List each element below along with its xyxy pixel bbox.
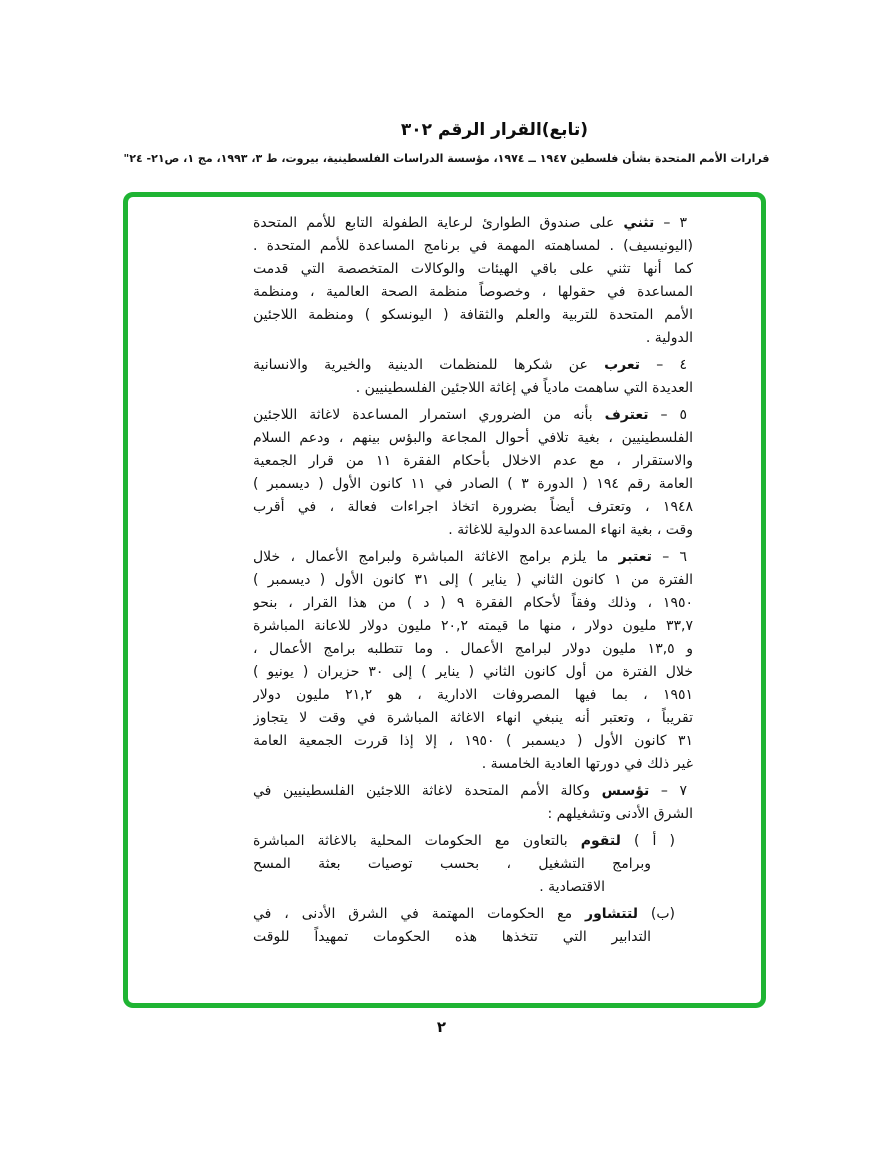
text-line: ٣١ كانون الأول ( ديسمبر ) ١٩٥٠ ، إلا إذا قررت الجمعية العامة <box>253 733 693 749</box>
lead-word: تعتبر <box>618 549 652 565</box>
text-line: الدولية . <box>645 330 693 346</box>
body-text <box>253 212 693 953</box>
item-marker: ( أ ) <box>633 833 676 849</box>
text-line <box>253 404 693 427</box>
lead-word: تعترف <box>604 407 649 423</box>
paragraph-7 <box>253 780 693 826</box>
text-line: ١٩٥١ ، بما فيها المصروفات الادارية ، هو ٢١,٢ مليون دولار <box>253 687 693 703</box>
line-text: وكالة الأمم المتحدة لاغاثة اللاجئين الفلسطينيين في <box>253 783 591 799</box>
line-text: على صندوق الطوارئ لرعاية الطفولة التابع للأمم المتحدة <box>253 215 615 231</box>
lead-word: لتتشاور <box>585 906 638 922</box>
text-line: وبرامج التشغيل ، بحسب توصيات بعثة المسح <box>253 856 651 872</box>
text-line: المساعدة في حقولها ، وخصوصاً منظمة الصحة العالمية ، ومنظمة <box>253 284 693 300</box>
lead-word: تعرب <box>604 357 640 373</box>
text-line: غير ذلك في دورتها العادية الخامسة . <box>481 756 693 772</box>
text-line: الفترة من ١ كانون الثاني ( يناير ) إلى ٣١ كانون الأول ( ديسمبر ) <box>253 572 693 588</box>
page-number: ٢ <box>436 1018 447 1036</box>
text-line: ٣٣,٧ مليون دولار ، منها ما قيمته ٢٠,٢ مليون دولار للاعانة المباشرة <box>253 618 693 634</box>
paragraph-number: ٣ – <box>663 215 688 231</box>
text-line: التدابير التي تتخذها هذه الحكومات تمهيداً للوقت <box>253 929 651 945</box>
text-line: كما أنها تثني على باقي الهيئات والوكالات المتخصصة التي قدمت <box>253 261 693 277</box>
line-text: مع الحكومات المهتمة في الشرق الأدنى ، في <box>253 906 573 922</box>
text-line <box>253 354 693 377</box>
text-line: وقت ، بغية انهاء المساعدة الدولية للاغاثة . <box>448 522 693 538</box>
paragraph-3 <box>253 212 693 350</box>
paragraph-number: ٤ – <box>656 357 687 373</box>
text-line: والاستقرار ، مع عدم الاخلال بأحكام الفقرة ١١ من قرار الجمعية <box>253 453 693 469</box>
text-line <box>253 212 693 235</box>
line-text: بأنه من الضروري استمرار المساعدة لاغاثة اللاجئين <box>253 407 593 423</box>
text-line: خلال الفترة من أول كانون الثاني ( يناير ) إلى ٣٠ حزيران ( يونيو ) <box>253 664 693 680</box>
paragraph-6 <box>253 546 693 776</box>
line-text: بالتعاون مع الحكومات المحلية بالاغاثة المباشرة <box>253 833 568 849</box>
text-line: العديدة التي ساهمت مادياً في إغاثة اللاجئين الفلسطينيين . <box>355 380 693 396</box>
text-line: الأمم المتحدة للتربية والعلم والثقافة ( اليونسكو ) ومنظمة اللاجئين <box>253 307 693 323</box>
line-text: عن شكرها للمنظمات الدينية والخيرية والانسانية <box>253 357 588 373</box>
text-line: الاقتصادية . <box>539 879 605 895</box>
lead-word: تؤسس <box>601 783 650 799</box>
item-marker: (ب) <box>650 906 676 922</box>
text-line <box>253 830 693 853</box>
text-line <box>253 903 693 926</box>
text-line: و ١٣,٥ مليون دولار لبرامج الأعمال . وما تتطلبه برامج الأعمال ، <box>253 641 693 657</box>
lead-word: تثني <box>623 215 655 231</box>
paragraph-number: ٥ – <box>660 407 688 423</box>
text-line: ١٩٥٠ ، وذلك وفقاً لأحكام الفقرة ٩ ( د ) من هذا القرار ، بنحو <box>253 595 693 611</box>
paragraph-5 <box>253 404 693 542</box>
paragraph-number: ٧ – <box>660 783 688 799</box>
text-line: العامة رقم ١٩٤ ( الدورة ٣ ) الصادر في ١١ كانون الأول ( ديسمبر ) <box>253 476 693 492</box>
text-line: ١٩٤٨ ، وتعترف أيضاً بضرورة اتخاذ اجراءات فعالة ، في أقرب <box>253 499 693 515</box>
line-text: ما يلزم برامج الاغاثة المباشرة ولبرامج الأعمال ، خلال <box>253 549 609 565</box>
text-line: الشرق الأدنى وتشغيلهم : <box>547 806 693 822</box>
source-citation: قرارات الأمم المتحدة بشأن فلسطين ١٩٤٧ ــ ١٩٧٤، مؤسسة الدراسات الفلسطينية، بيروت، ط ٣، ١٩٩٣، مج ١، ص٢١- ٢٤" <box>123 152 770 165</box>
page-title: (تابع)القرار الرقم ٣٠٢ <box>400 120 589 140</box>
subparagraph-b <box>253 903 693 949</box>
paragraph-number: ٦ – <box>662 549 688 565</box>
text-line <box>253 546 693 569</box>
text-line: (اليونيسيف) . لمساهمته المهمة في برنامج المساعدة للأمم المتحدة . <box>253 238 693 254</box>
text-line: تقريباً ، وتعتبر أنه ينبغي انهاء الاغاثة المباشرة في وقت لا يتجاوز <box>253 710 693 726</box>
lead-word: لتقوم <box>580 833 621 849</box>
text-line <box>253 780 693 803</box>
text-line: الفلسطينيين ، بغية تلافي أحوال المجاعة والبؤس بينهم ، ودعم السلام <box>253 430 693 446</box>
subparagraph-a <box>253 830 693 899</box>
paragraph-4 <box>253 354 693 400</box>
